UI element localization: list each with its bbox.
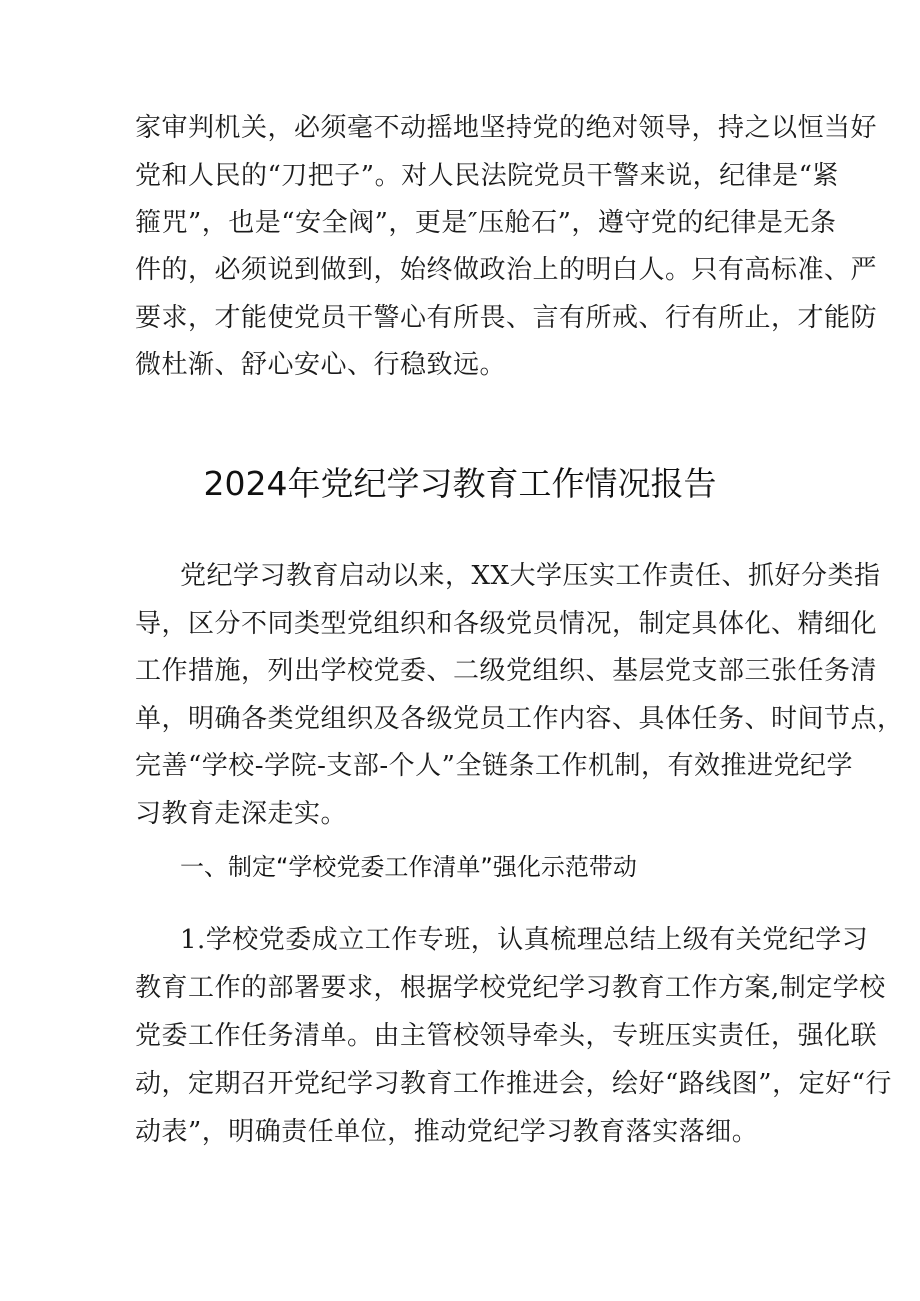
paragraph-line: 党纪学习教育启动以来，XX大学压实工作责任、抓好分类指	[180, 561, 881, 591]
paragraph-line: 习教育走深走实。	[135, 799, 348, 829]
paragraph-line: 动表”，明确责任单位，推动党纪学习教育落实落细。	[135, 1117, 759, 1147]
paragraph-line: 工作措施，列出学校党委、二级党组织、基层党支部三张任务清	[135, 656, 878, 686]
paragraph-line: 导，区分不同类型党组织和各级党员情况，制定具体化、精细化	[135, 609, 878, 639]
paragraph-line: 件的，必须说到做到，始终做政治上的明白人。只有高标准、严	[135, 255, 878, 285]
paragraph-line: 单，明确各类党组织及各级党员工作内容、具体任务、时间节点，	[135, 704, 904, 734]
paragraph-line: 党和人民的“刀把子”。对人民法院党员干警来说，纪律是“紧	[135, 161, 839, 191]
paragraph-line: 动，定期召开党纪学习教育工作推进会，绘好“路线图”，定好“行	[135, 1069, 892, 1099]
section-heading: 一、制定“学校党委工作清单”强化示范带动	[180, 853, 637, 881]
paragraph-line: 教育工作的部署要求，根据学校党纪学习教育工作方案,制定学校	[135, 973, 886, 1003]
paragraph-line: 1.学校党委成立工作专班，认真梳理总结上级有关党纪学习	[180, 925, 869, 955]
paragraph-line: 要求，才能使党员干警心有所畏、言有所戒、行有所止，才能防	[135, 303, 878, 333]
paragraph-line: 箍咒”，也是“安全阀”，更是″压舱石”，遵守党的纪律是无条	[135, 208, 837, 238]
paragraph-line: 完善“学校-学院-支部-个人”全链条工作机制，有效推进党纪学	[135, 751, 853, 781]
paragraph-line: 微杜渐、舒心安心、行稳致远。	[135, 350, 507, 380]
report-title: 2024年党纪学习教育工作情况报告	[203, 464, 717, 503]
paragraph-line: 家审判机关，必须毫不动摇地坚持党的绝对领导，持之以恒当好	[135, 113, 878, 143]
paragraph-line: 党委工作任务清单。由主管校领导牵头，专班压实责任，强化联	[135, 1021, 878, 1051]
